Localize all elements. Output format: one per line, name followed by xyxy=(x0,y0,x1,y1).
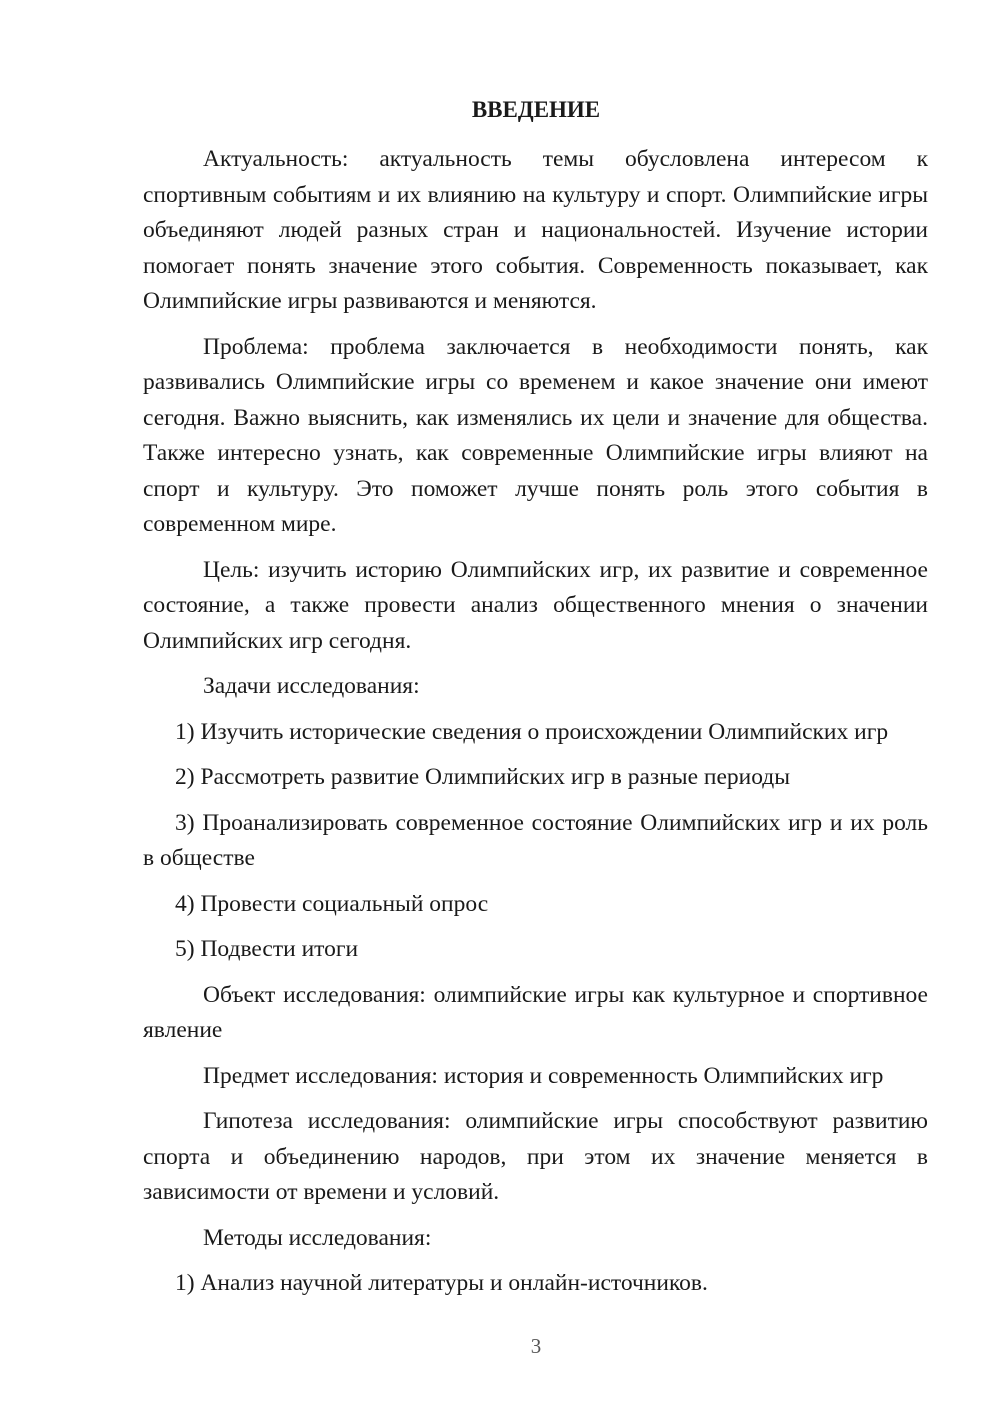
paragraph-subject: Предмет исследования: история и современность Олимпийских игр xyxy=(203,1062,884,1089)
methods-title: Методы исследования: xyxy=(203,1224,432,1251)
task-item: 1) Изучить исторические сведения о происхождении Олимпийских игр xyxy=(175,718,889,745)
paragraph-object: Объект исследования: олимпийские игры как культурное и спортивное явление xyxy=(143,981,928,1043)
task-item: 2) Рассмотреть развитие Олимпийских игр в разные периоды xyxy=(175,764,791,790)
task-item: 4) Провести социальный опрос xyxy=(175,890,489,917)
method-item: 1) Анализ научной литературы и онлайн-источников. xyxy=(175,1270,708,1296)
page-content xyxy=(143,142,928,1312)
paragraph-hypothesis: Гипотеза исследования: олимпийские игры способствуют развитию спорта и объединению народов, при этом их значение меняется в зависимости от времени и условий. xyxy=(143,1108,928,1205)
page-number: 3 xyxy=(530,1334,542,1358)
task-item: 3) Проанализировать современное состояние Олимпийских игр и их роль в обществе xyxy=(143,809,928,871)
paragraph-relevance: Актуальность: актуальность темы обусловлена интересом к спортивным событиям и их влиянию на культуру и спорт. Олимпийские игры объединяют людей разных стран и национальностей. Изучение истории помогает понять значение этого события. Современность показывает, как Олимпийские игры развиваются и меняются. xyxy=(143,146,928,314)
tasks-title: Задачи исследования: xyxy=(203,673,420,699)
section-heading: ВВЕДЕНИЕ xyxy=(471,97,601,122)
paragraph-problem: Проблема: проблема заключается в необходимости понять, как развивались Олимпийские игры со временем и какое значение они имеют сегодня. Важно выяснить, как изменялись их цели и значение для общества. Также интересно узнать, как современные Олимпийские игры влияют на спорт и культуру. Это поможет лучше понять роль этого события в современном мире. xyxy=(143,333,928,537)
task-item: 5) Подвести итоги xyxy=(175,936,359,962)
paragraph-goal: Цель: изучить историю Олимпийских игр, их развитие и современное состояние, а также провести анализ общественного мнения о значении Олимпийских игр сегодня. xyxy=(143,556,928,654)
